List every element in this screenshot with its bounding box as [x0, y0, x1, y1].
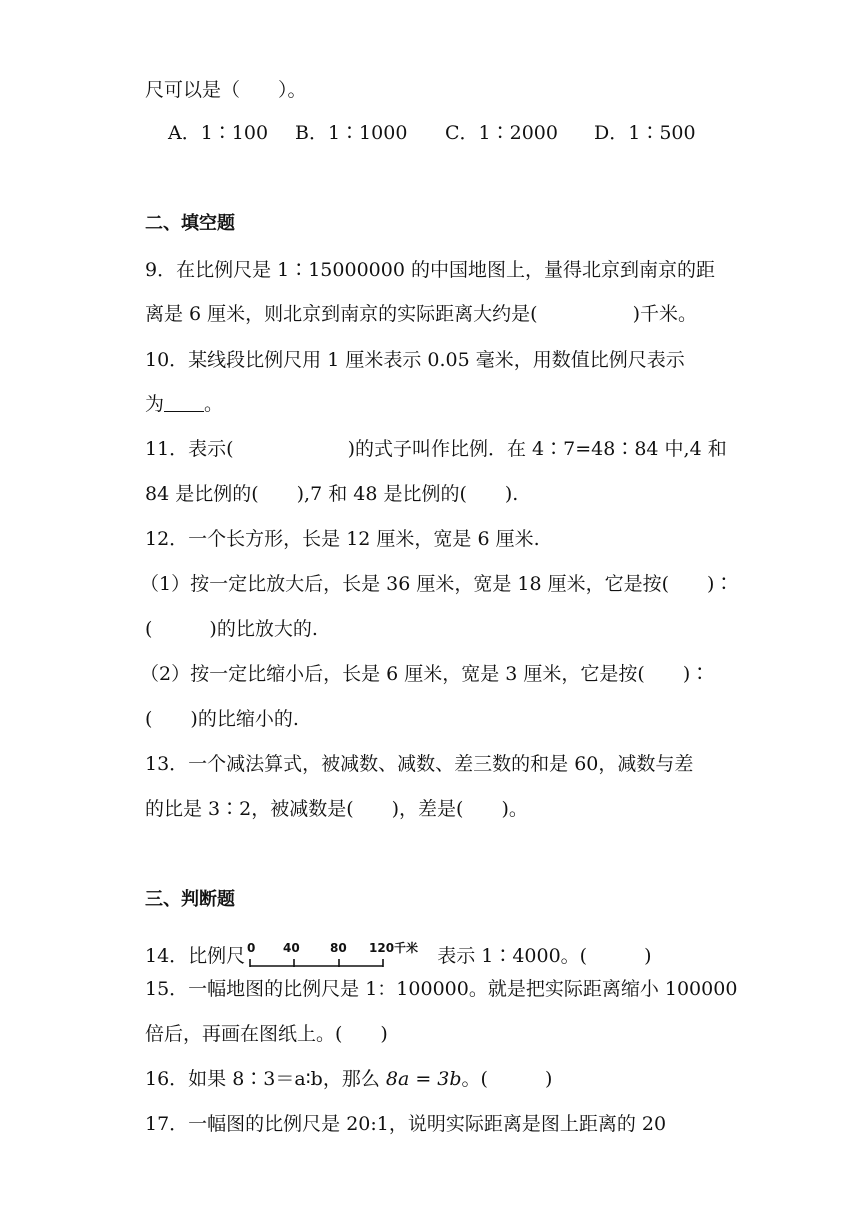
q10-prefix: 为: [145, 393, 165, 415]
scale-label-80: 80: [330, 941, 347, 955]
q13-line-1: 13．一个减法算式，被减数、减数、差三数的和是 60，减数与差: [145, 753, 694, 775]
q14-prefix: 14．比例尺: [145, 945, 246, 967]
q17-line-1: 17．一幅图的比例尺是 20:1，说明实际距离是图上距离的 20: [145, 1113, 667, 1135]
q12-part1-line-1: （1）按一定比放大后，长是 36 厘米，宽是 18 厘米，它是按( )∶: [140, 573, 734, 595]
q16-prefix: 16．如果 8∶3＝a∶b，那么: [145, 1068, 386, 1090]
q8-option-b: B．1∶1000: [295, 122, 408, 144]
q10-line-2: [145, 392, 223, 416]
q13-line-2: 的比是 3∶2，被减数是( )，差是( )。: [145, 798, 528, 820]
q15-line-2: 倍后，再画在图纸上。( ): [145, 1023, 388, 1045]
q11-line-2: 84 是比例的( ),7 和 48 是比例的( ).: [145, 483, 519, 505]
q9-line-1: 9．在比例尺是 1∶15000000 的中国地图上，量得北京到南京的距: [145, 259, 715, 281]
q12-part1-line-2: ( )的比放大的.: [145, 618, 318, 640]
scale-label-0: 0: [247, 941, 256, 955]
q14-suffix: 表示 1∶4000。( ): [437, 945, 652, 967]
q16-suffix: 。( ): [461, 1068, 553, 1090]
q11-line-1: 11．表示( )的式子叫作比例．在 4∶7=48∶84 中,4 和: [145, 438, 727, 460]
q9-line-2: 离是 6 厘米，则北京到南京的实际距离大约是( )千米。: [145, 303, 697, 325]
q10-suffix: 。: [204, 393, 224, 415]
q12-line-1: 12．一个长方形，长是 12 厘米，宽是 6 厘米.: [145, 528, 540, 550]
section-heading-true-false: 三、判断题: [145, 889, 235, 910]
q15-line-1: 15．一幅地图的比例尺是 1：100000。就是把实际距离缩小 100000: [145, 978, 738, 1000]
q12-part2-line-1: （2）按一定比缩小后，长是 6 厘米，宽是 3 厘米，它是按( )∶: [140, 663, 710, 685]
q8-option-d: D．1∶500: [594, 122, 696, 144]
scale-label-120: 120千米: [369, 941, 419, 955]
scale-bar-graphic: [247, 940, 433, 972]
q8-tail-text: 尺可以是（ ）。: [145, 79, 307, 101]
q10-answer-blank[interactable]: [164, 393, 204, 412]
q10-line-1: 10．某线段比例尺用 1 厘米表示 0.05 毫米，用数值比例尺表示: [145, 349, 685, 371]
q16-line: [145, 1067, 552, 1091]
section-heading-fill-blank: 二、填空题: [145, 213, 235, 234]
q8-option-a: A．1∶100: [168, 122, 269, 144]
q8-option-c: C．1∶2000: [445, 122, 558, 144]
q12-part2-line-2: ( )的比缩小的.: [145, 708, 299, 730]
scale-label-40: 40: [283, 941, 300, 955]
q14-line: [145, 940, 652, 972]
q16-formula: 8a = 3b: [385, 1068, 462, 1090]
